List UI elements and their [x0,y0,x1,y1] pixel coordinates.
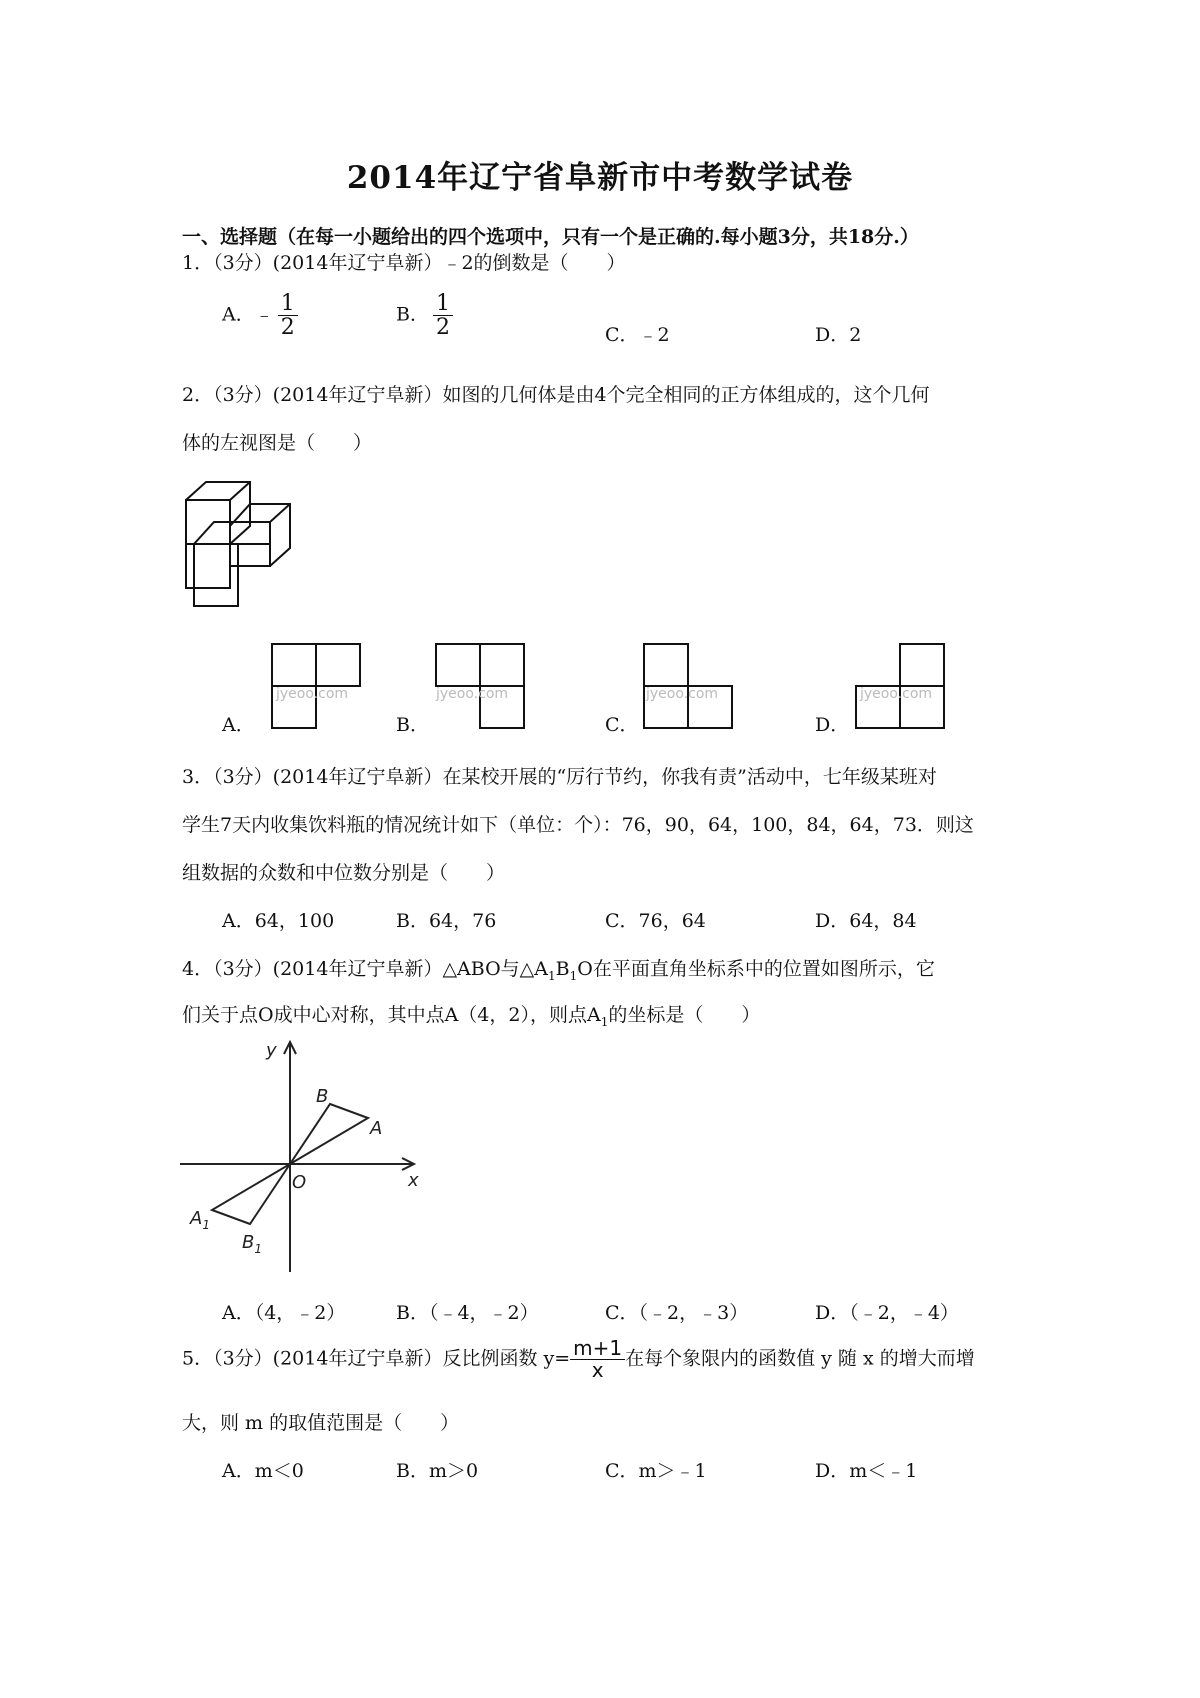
q1-option-b-label: B． [396,303,429,326]
q5-option-a[interactable]: A．m＜0 [222,1460,304,1482]
q2-option-d[interactable]: D． [815,714,850,736]
watermark-text: jyeoo.com [646,686,719,702]
watermark-text: jyeoo.com [436,686,509,702]
subscript: 1 [548,968,556,983]
point-b-label: B [316,1086,329,1107]
q2-option-a-figure[interactable] [268,640,364,732]
fraction-numerator: m+1 [570,1338,625,1360]
q1-option-b-fraction [433,292,453,339]
stem-text: 在每个象限内的函数值 y 随 x 的增大而增 [625,1347,975,1370]
question-3-stem-line3: 组数据的众数和中位数分别是（ ） [182,862,506,884]
page-title: 2014年辽宁省阜新市中考数学试卷 [346,160,854,196]
q1-option-a-fraction [278,292,298,339]
question-5-stem-line2: 大，则 m 的取值范围是（ ） [182,1412,460,1434]
q5-option-b[interactable]: B．m＞0 [396,1460,479,1482]
point-b1-subscript: 1 [254,1242,262,1256]
q2-option-b-figure[interactable] [432,640,528,732]
q1-option-b[interactable] [396,292,453,339]
watermark-text: jyeoo.com [860,686,933,702]
fraction-denominator: 2 [280,315,295,341]
question-1-stem: 1．（3分）(2014年辽宁阜新）﹣2的倒数是（ ） [182,252,626,274]
question-3-stem-line1: 3．（3分）(2014年辽宁阜新）在某校开展的“厉行节约，你我有责”活动中，七年级某班对 [182,766,937,788]
q4-option-c[interactable]: C．（﹣2，﹣3） [605,1302,749,1324]
triangle-abo [290,1104,368,1164]
fraction-denominator: x [591,1358,604,1382]
q5-option-d[interactable]: D．m＜﹣1 [815,1460,918,1482]
q2-option-c-figure[interactable] [640,640,736,732]
fraction-denominator: 2 [435,315,450,341]
question-2-stem-line1: 2．（3分）(2014年辽宁阜新）如图的几何体是由4个完全相同的正方体组成的，这个几何 [182,384,930,406]
subscript: 1 [569,968,578,983]
q1-option-a-sign: ﹣ [254,303,274,326]
triangle-a1b1o [212,1164,290,1224]
x-axis-label: x [408,1170,419,1191]
fraction-numerator: 1 [433,292,453,316]
q2-option-b[interactable]: B． [396,714,429,736]
q2-option-d-figure[interactable] [852,640,948,732]
q1-option-a[interactable] [222,292,298,339]
question-5-stem-line1 [182,1338,975,1381]
point-a1-letter: A [190,1208,203,1229]
origin-label: O [292,1172,307,1193]
watermark-text: jyeoo.com [276,686,349,702]
point-a1-label [189,1208,210,1232]
stem-text: 的坐标是（ ） [608,1004,761,1026]
q3-option-a[interactable]: A．64，100 [222,910,335,932]
fraction-numerator: 1 [278,292,298,316]
coordinate-figure [180,1036,440,1272]
q1-option-c[interactable]: C．﹣2 [605,324,670,346]
cube-solid-figure [180,478,310,608]
stem-text: 们关于点O成中心对称，其中点A（4，2），则点A [182,1004,601,1026]
q3-option-d[interactable]: D．64，84 [815,910,917,932]
y-axis-label: y [266,1040,277,1061]
section-heading: 一、选择题（在每一小题给出的四个选项中，只有一个是正确的.每小题3分，共18分.） [182,226,919,248]
question-4-stem-line1 [182,954,935,983]
question-2-stem-line2: 体的左视图是（ ） [182,432,373,454]
q4-option-a[interactable]: A．（4，﹣2） [222,1302,346,1324]
q4-option-d[interactable]: D．（﹣2，﹣4） [815,1302,959,1324]
stem-text: B [555,958,570,980]
q5-option-c[interactable]: C．m＞﹣1 [605,1460,707,1482]
question-4-stem-line2 [182,1000,760,1029]
q2-option-a[interactable]: A． [222,714,255,736]
point-a-label: A [370,1118,383,1139]
q2-option-c[interactable]: C． [605,714,639,736]
stem-text: O在平面直角坐标系中的位置如图所示，它 [577,958,935,980]
q1-option-d[interactable]: D．2 [815,324,862,346]
q5-fraction [570,1338,625,1381]
point-a1-subscript: 1 [202,1218,210,1232]
stem-text: 4．（3分）(2014年辽宁阜新）△ABO与△A [182,958,549,980]
subscript: 1 [600,1014,609,1029]
q3-option-c[interactable]: C．76，64 [605,910,706,932]
point-b1-label [242,1232,262,1256]
q3-option-b[interactable]: B．64，76 [396,910,497,932]
stem-text: 5．（3分）(2014年辽宁阜新）反比例函数 y= [182,1347,571,1370]
q4-option-b[interactable]: B．（﹣4，﹣2） [396,1302,539,1324]
q1-option-a-label: A． [222,303,255,326]
point-b1-letter: B [242,1232,255,1253]
question-3-stem-line2: 学生7天内收集饮料瓶的情况统计如下（单位：个）：76，90，64，100，84，64，73．则这 [182,814,974,836]
